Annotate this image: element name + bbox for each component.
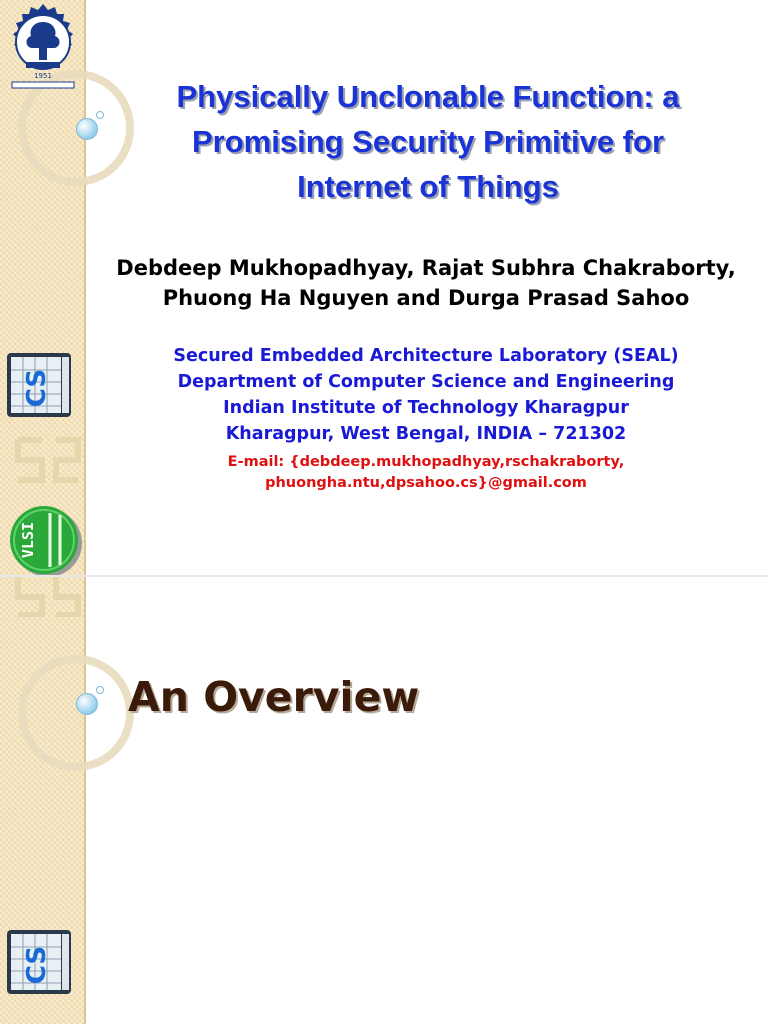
slide-overview (0, 577, 768, 1024)
author-line: Debdeep Mukhopadhyay, Rajat Subhra Chakraborty, (116, 256, 736, 280)
affiliation-line: Secured Embedded Architecture Laboratory (SEAL) (173, 346, 679, 366)
bubble-bullet-icon (76, 118, 98, 140)
email-block (90, 452, 762, 494)
bubble-small-icon (96, 111, 104, 119)
author-list (90, 253, 762, 313)
title-line: Physically Unclonable Function: a (176, 79, 680, 114)
title-line: Promising Security Primitive for (191, 124, 665, 159)
title-line: Internet of Things (297, 169, 559, 204)
email-line: E-mail: {debdeep.mukhopadhyay,rschakraborty, (227, 454, 625, 470)
slide-title-text (104, 74, 752, 209)
badge-label: CS (22, 945, 52, 985)
email-line: phuongha.ntu,dpsahoo.cs}@gmail.com (265, 475, 587, 491)
cs-badge-icon (6, 929, 72, 995)
bubble-bullet-icon (76, 693, 98, 715)
decorative-arc (18, 655, 134, 771)
badge-label: CS (22, 368, 52, 408)
vlsi-label: VLSI (19, 521, 37, 559)
logo-year: 1951 (34, 72, 52, 80)
affiliation-line: Kharagpur, West Bengal, INDIA – 721302 (225, 424, 627, 444)
watermark-icon (12, 430, 84, 500)
bubble-small-icon (96, 686, 104, 694)
sidebar-divider (84, 577, 86, 1024)
iit-kgp-logo-icon (2, 0, 84, 90)
cs-badge-icon (6, 352, 72, 418)
vlsi-design-logo-icon (6, 505, 84, 575)
section-heading: An Overview (128, 673, 420, 721)
affiliation-line: Indian Institute of Technology Kharagpur (223, 398, 629, 418)
affiliation-line: Department of Computer Science and Engineering (177, 372, 675, 392)
author-line: Phuong Ha Nguyen and Durga Prasad Sahoo (162, 286, 690, 310)
affiliation-block (90, 343, 762, 447)
watermark-icon (12, 577, 84, 617)
